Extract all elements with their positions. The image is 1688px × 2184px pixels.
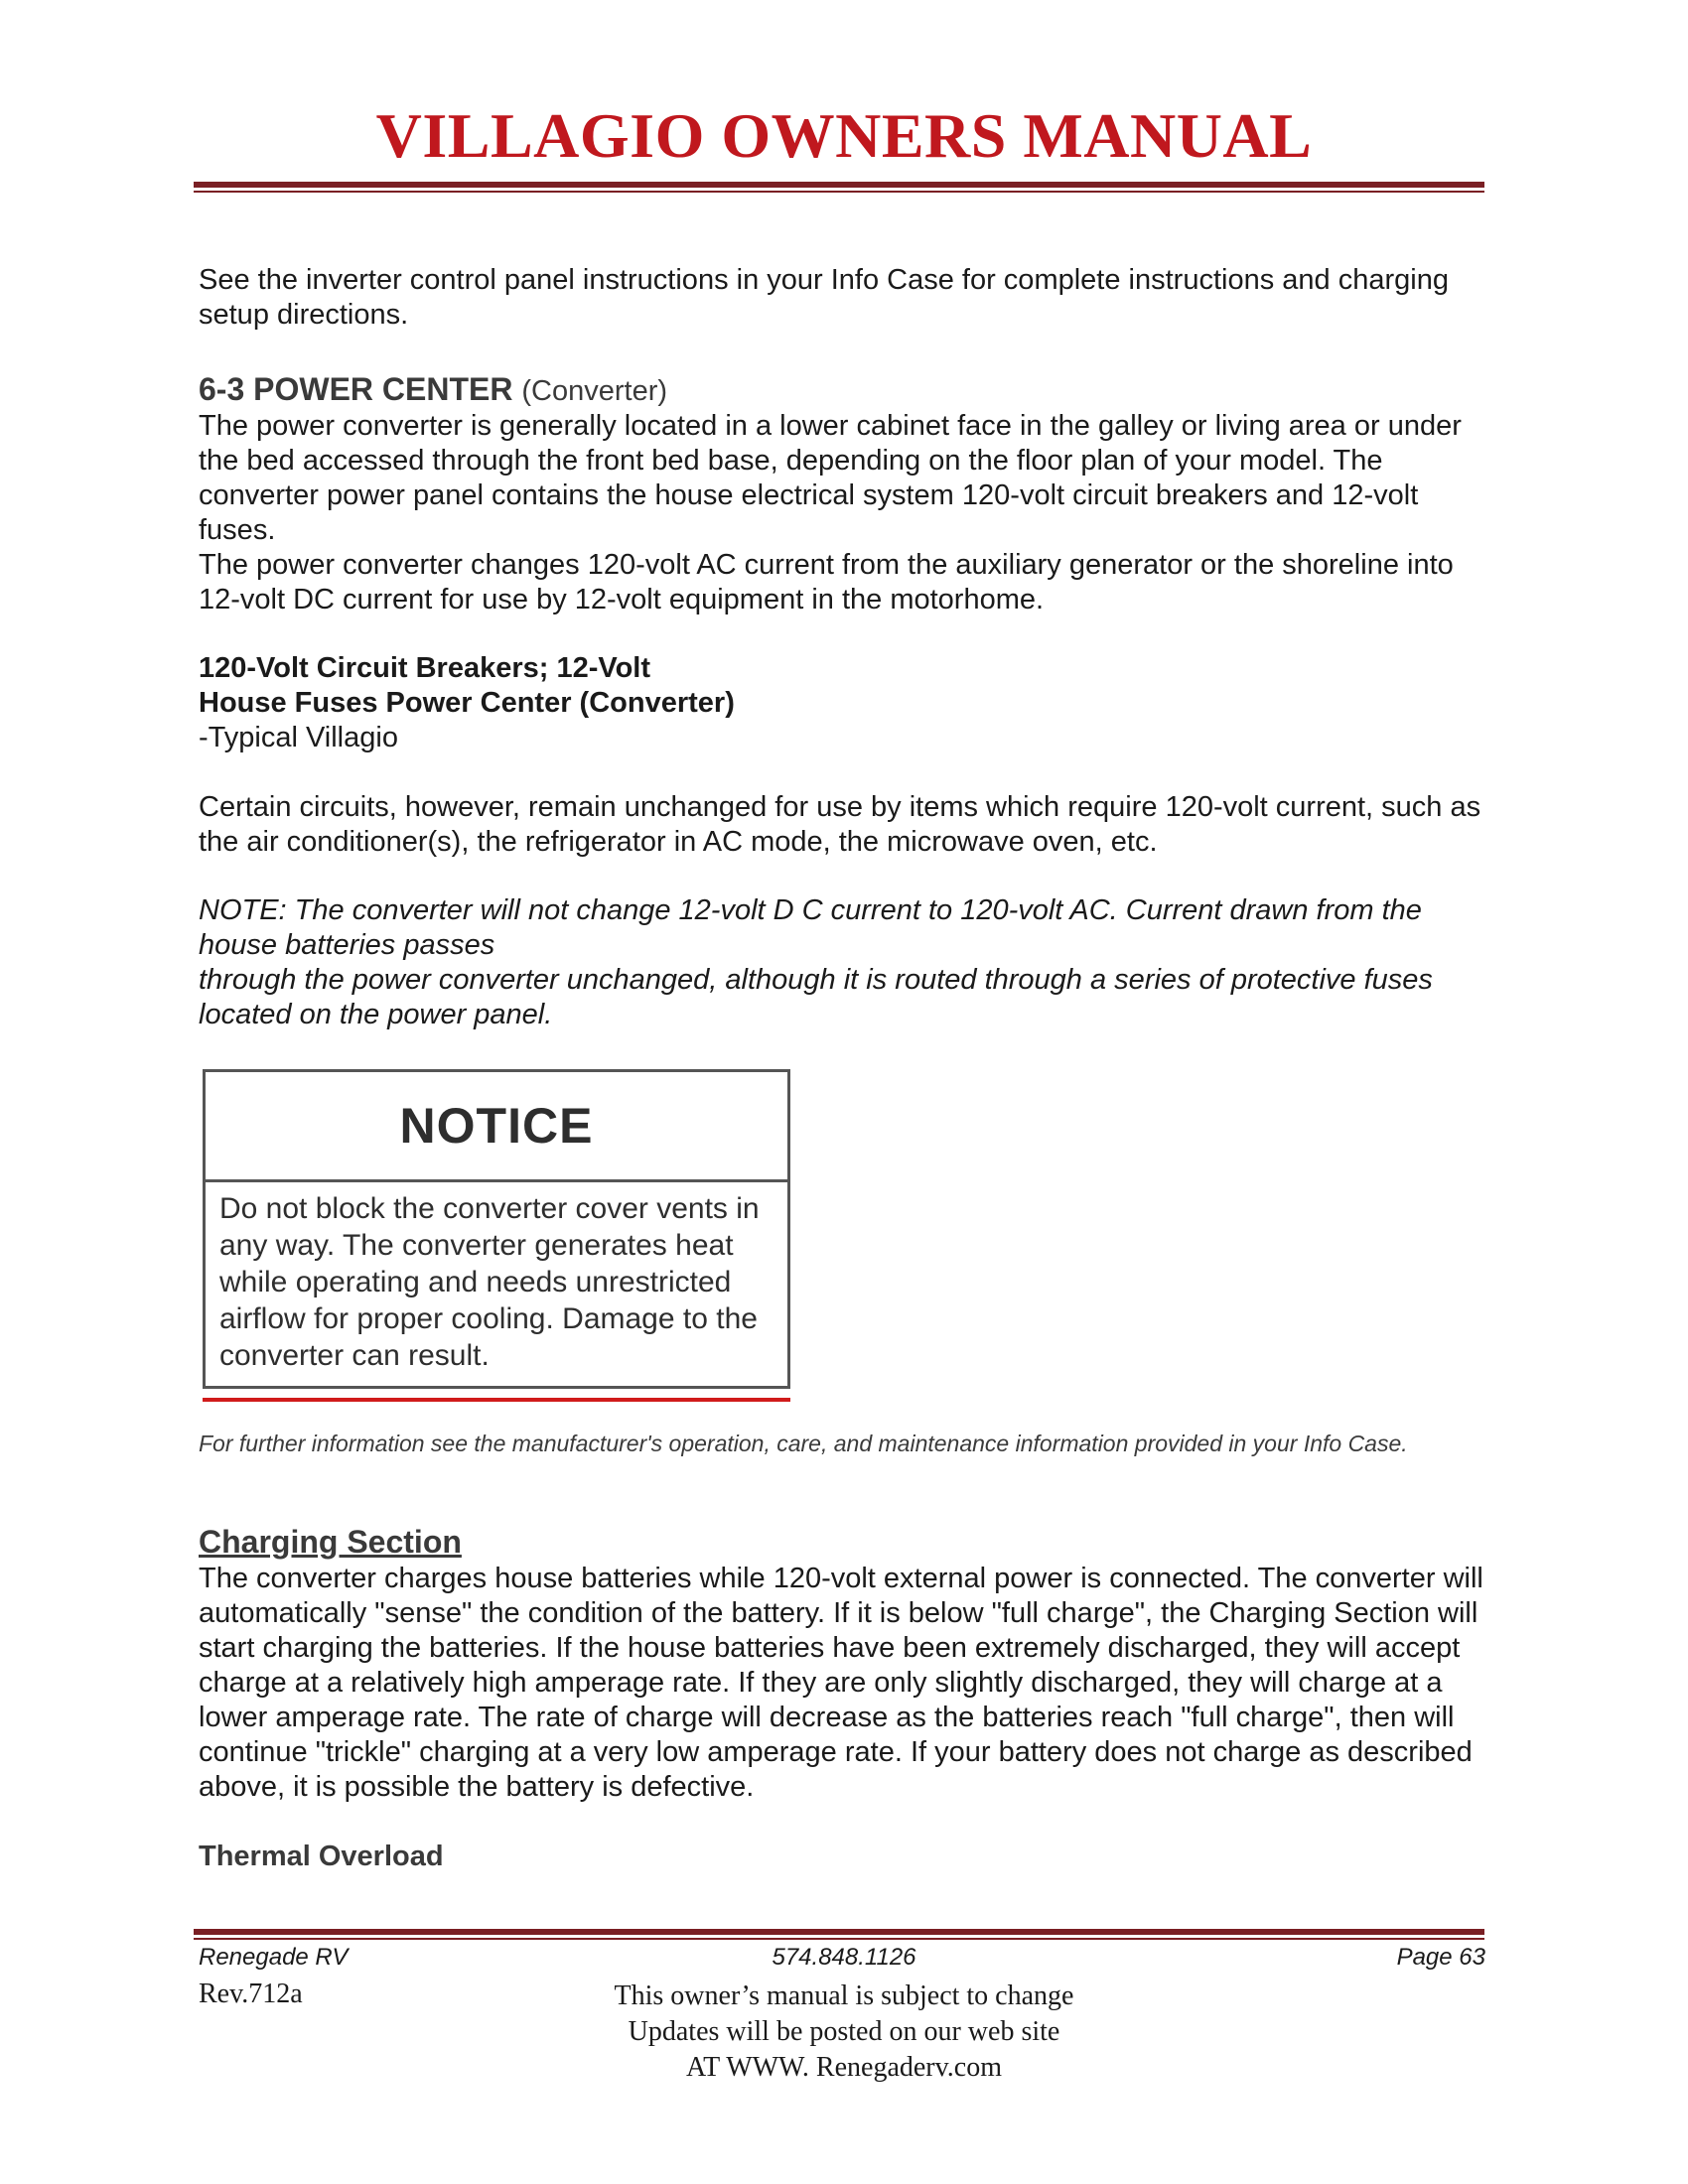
thermal-overload-heading: Thermal Overload bbox=[199, 1841, 444, 1872]
disclaimer-line-2: Updates will be posted on our web site bbox=[628, 2016, 1060, 2047]
notice-header: NOTICE bbox=[206, 1072, 787, 1182]
footer-revision: Rev.712a bbox=[199, 1979, 303, 2009]
certain-circuits-paragraph: Certain circuits, however, remain unchanged for use by items which require 120-volt current, such as the air conditioner(s), the refrigerator in AC mode, the microwave oven, etc. bbox=[199, 791, 1481, 858]
figure-caption bbox=[199, 651, 1489, 755]
power-center-paragraph-2: The power converter changes 120-volt AC current from the auxiliary generator or the shoreline into 12-volt DC current for use by 12-volt equipment in the motorhome. bbox=[199, 549, 1454, 615]
note-block bbox=[199, 893, 1489, 1032]
charging-section-heading: Charging Section bbox=[199, 1524, 462, 1560]
intro-paragraph: See the inverter control panel instructions in your Info Case for complete instructions and charging setup directions. bbox=[199, 264, 1449, 331]
notice-red-underline bbox=[203, 1398, 790, 1402]
footer-company: Renegade RV bbox=[199, 1944, 349, 1971]
section-heading-power-center bbox=[199, 370, 1489, 410]
footer-disclaimer bbox=[0, 1979, 1688, 2086]
page-title: VILLAGIO OWNERS MANUAL bbox=[375, 100, 1313, 171]
footer-page-number: Page 63 bbox=[1396, 1944, 1485, 1971]
disclaimer-line-3: AT WWW. Renegaderv.com bbox=[685, 2052, 1003, 2083]
note-line-1: NOTE: The converter will not change 12-volt D C current to 120-volt AC. Current drawn from the house batteries passes bbox=[199, 894, 1422, 961]
charging-section-paragraph: The converter charges house batteries while 120-volt external power is connected. The converter will automatically "sense" the condition of the battery. If it is below "full charge", the Charging Section will start charging the batteries. If the house batteries have been extremely discharged, they will accept charge at a relatively high amperage rate. If they are only slightly discharged, they will charge at a lower amperage rate. The rate of charge will decrease as the batteries reach "full charge", then will continue "trickle" charging at a very low amperage rate. If your battery does not charge as described above, it is possible the battery is defective. bbox=[199, 1563, 1483, 1803]
footer-phone: 574.848.1126 bbox=[772, 1944, 916, 1971]
notice-box bbox=[203, 1069, 790, 1389]
footer-rule bbox=[194, 1929, 1484, 1940]
section-number-title: 6-3 POWER CENTER bbox=[199, 371, 513, 407]
note-line-2: through the power converter unchanged, although it is routed through a series of protective fuses located on the power panel. bbox=[199, 964, 1433, 1030]
caption-line-3: -Typical Villagio bbox=[199, 722, 398, 753]
further-info-note: For further information see the manufacturer's operation, care, and maintenance information provided in your Info Case. bbox=[199, 1431, 1408, 1456]
header-rule bbox=[194, 182, 1484, 193]
section-subtitle: (Converter) bbox=[521, 375, 668, 407]
caption-line-2: House Fuses Power Center (Converter) bbox=[199, 687, 735, 719]
notice-message: Do not block the converter cover vents in any way. The converter generates heat while operating and needs unrestricted airflow for proper cooling. Damage to the converter can result. bbox=[219, 1192, 760, 1372]
power-center-paragraph-1: The power converter is generally located in a lower cabinet face in the galley or living area or under the bed accessed through the front bed base, depending on the floor plan of your model. The converter power panel contains the house electrical system 120-volt circuit breakers and 12-volt fuses. bbox=[199, 410, 1462, 546]
disclaimer-line-1: This owner’s manual is subject to change bbox=[614, 1980, 1074, 2011]
caption-line-1: 120-Volt Circuit Breakers; 12-Volt bbox=[199, 652, 651, 684]
